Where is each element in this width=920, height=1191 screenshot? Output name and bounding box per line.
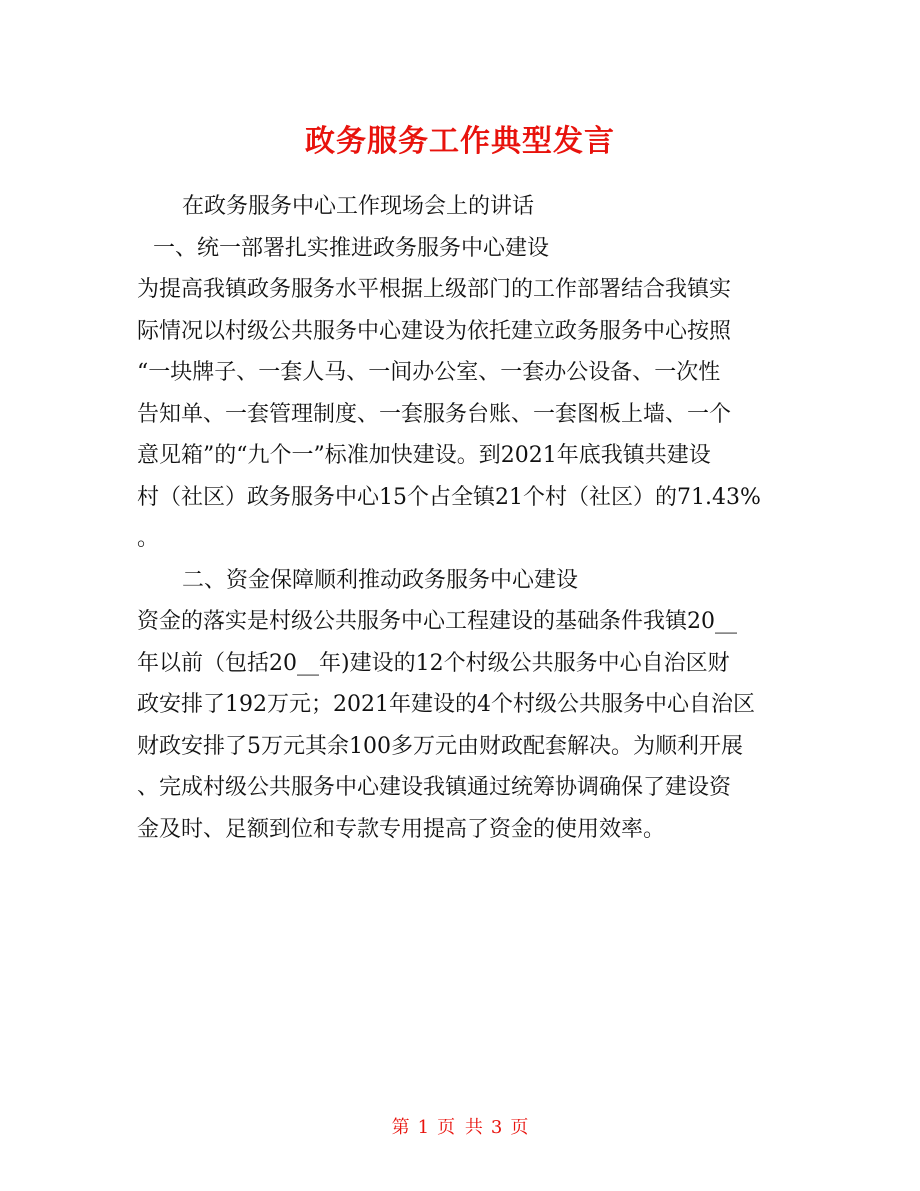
footer-suffix: 页 [510,1117,529,1138]
footer-total-pages: 3 [490,1117,503,1138]
paragraph-line: 际情况以村级公共服务中心建设为依托建立政务服务中心按照 [137,318,732,344]
paragraph-line: 政安排了192万元；2021年建设的4个村级公共服务中心自治区 [137,692,755,717]
paragraph-line: 为提高我镇政务服务水平根据上级部门的工作部署结合我镇实 [137,277,732,302]
page-footer [0,1113,920,1139]
paragraph-line: 财政安排了5万元其余100多万元由财政配套解决。为顺利开展 [137,733,743,759]
paragraph-line: 、完成村级公共服务中心建设我镇通过统筹协调确保了建设资 [137,775,732,800]
paragraph-line: 金及时、足额到位和专款专用提高了资金的使用效率。 [137,816,666,842]
footer-prefix: 第 [391,1117,410,1138]
subtitle-line: 在政务服务中心工作现场会上的讲话 [182,194,535,219]
footer-mid: 页 共 [437,1117,483,1138]
section-heading-2: 二、资金保障顺利推动政务服务中心建设 [182,567,579,593]
document-title: 政务服务工作典型发言 [305,124,615,159]
paragraph-line: 年以前（包括20__年)建设的12个村级公共服务中心自治区财 [137,650,730,676]
section-heading-1: 一、统一部署扎实推进政务服务中心建设 [153,235,550,261]
document-body [137,186,797,850]
paragraph-line: 资金的落实是村级公共服务中心工程建设的基础条件我镇20__ [137,609,737,634]
paragraph-line: 村（社区）政务服务中心15个占全镇21个村（社区）的71.43% [137,484,761,510]
footer-page-number: 1 [417,1117,430,1138]
paragraph-line: “一块牌子、一套人马、一间办公室、一套办公设备、一次性 [137,360,721,385]
paragraph-line: 意见箱”的“九个一”标准加快建设。到2021年底我镇共建设 [137,443,711,468]
paragraph-line: 告知单、一套管理制度、一套服务台账、一套图板上墙、一个 [137,401,732,427]
paragraph-line: 。 [137,526,160,551]
